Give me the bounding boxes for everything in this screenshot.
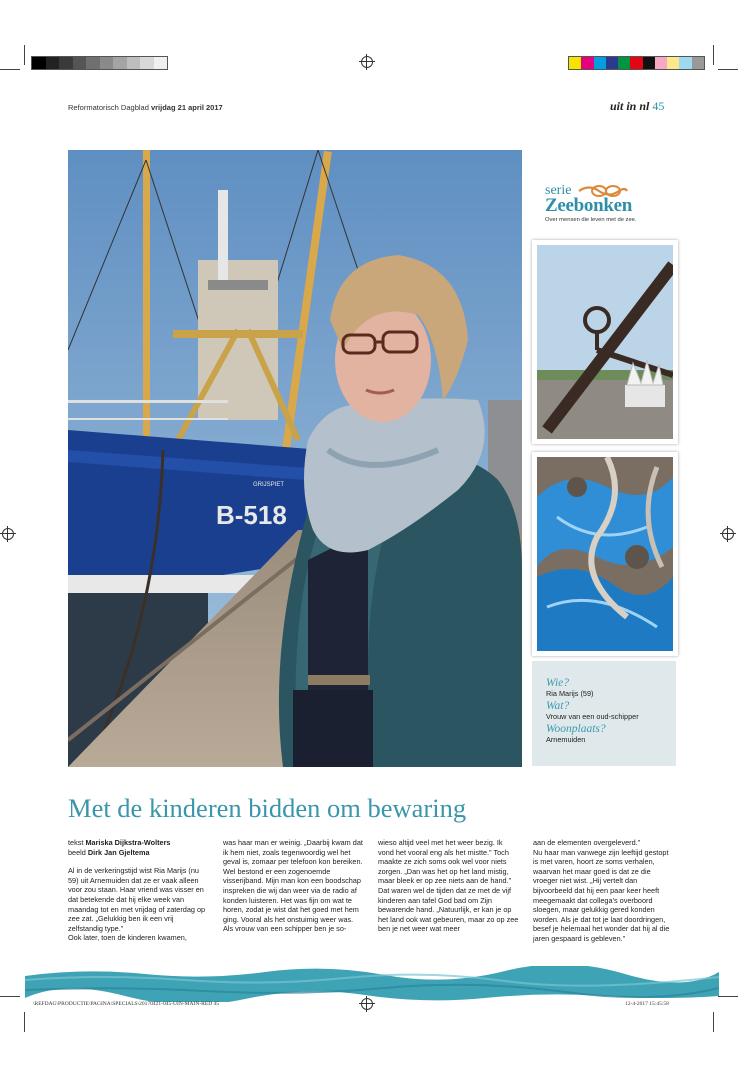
print-timestamp: 12-4-2017 15:45:58 [625, 1001, 669, 1007]
wave-decoration [25, 966, 719, 1002]
registration-mark-top [361, 56, 373, 68]
crop-mark [713, 1012, 714, 1032]
author-name: Mariska Dijkstra-Wolters [85, 838, 171, 847]
what-label: Wat? [546, 700, 570, 712]
paragraph: Nu haar man vanwege zijn leeftijd gestopt is met varen, hoort ze soms verhalen, waarvan het maar goed is dat ze die vroeger niet wist. „Hij vertelt dan bijvoorbeeld dat hij een paar keer heeft meegemaakt dat collega’s overboord sloegen, maar gelukkig gered konden worden. Als je dat tot je laat doordringen, besef je helemaal het wonder dat hij al die jaren gespaard is gebleven.” [533, 847, 670, 943]
paragraph: Als vrouw van een schipper ben je so- [223, 924, 347, 934]
grayscale-calibration-bar [31, 56, 168, 70]
what-value: Vrouw van een oud-schipper [546, 712, 639, 721]
paragraph: was haar man er weinig. „Daarbij kwam dat ik hem niet, zoals tegenwoordig wel het geval is, zomaar per telefoon kon bereiken. Wel bestond er een zogenoemde visserijband. Mijn man kon een boodschap inspreken die wij dan weer via de radio af konden luisteren. Het was fijn om wat te horen, zodat je wist dat het goed met hem ging. Vooral als het onstuimig weer was. [223, 838, 363, 924]
section-header [610, 99, 664, 114]
issue-date: vrijdag 21 april 2017 [150, 103, 223, 112]
crop-mark [718, 996, 738, 997]
article-column-1 [68, 838, 210, 943]
crop-mark [24, 45, 25, 65]
series-label: serie [545, 183, 572, 198]
residence-value: Arnemuiden [546, 735, 586, 744]
crop-mark [718, 69, 738, 70]
paragraph: Al in de verkeringstijd wist Ria Marijs (nu 59) uit Arnemuiden dat ze er vaak alleen voor zou staan. Haar vriend was visser en dat betekende dat hij elke week van maandag tot en met vrijdag of zaterdag op zee zat. „Gelukkig ben ik een vrij zelfstandig type.” [68, 866, 206, 933]
article-column-2 [223, 838, 365, 934]
paragraph: Dat waren wel de tijden dat ze met de vijf kinderen aan tafel God bad om Zijn bewarende hand. „Natuurlijk, er kan je op het land ook wat gebeuren, maar zo op zee ben je net weer wat meer [378, 885, 519, 934]
crop-mark [0, 69, 20, 70]
crop-mark [713, 45, 714, 65]
boat-name: GRIJSPIET [253, 482, 285, 488]
crop-mark [24, 1012, 25, 1032]
residence-label: Woonplaats? [546, 723, 606, 735]
file-path-slug: \REFDAG\PRODUCTIE\PAGINA\SPECIALS\20170421-045-UIN-MAIN-RED 45 [33, 1001, 220, 1007]
color-calibration-bar [568, 56, 705, 70]
fishing-nets-illustration [537, 457, 673, 651]
fishing-nets-photo [532, 452, 678, 656]
paragraph: aan de elementen overgeleverd.” [533, 838, 641, 847]
main-photo [68, 150, 522, 767]
who-label: Wie? [546, 677, 569, 689]
byline-text: tekst Mariska Dijkstra-Wolters [68, 838, 171, 847]
registration-mark-right [722, 528, 734, 540]
paragraph: wieso altijd veel met het weer bezig. Ik vond het vooral eng als het mistte.” Toch maakte ze zich soms ook wel voor niets zorgen. „Dan was het op het land mistig, maar bleek er op zee niets aan de hand.” [378, 838, 512, 886]
article-column-3 [378, 838, 520, 934]
series-title: Zeebonken [545, 195, 633, 216]
newspaper-dateline [68, 103, 223, 112]
woman-at-harbor-illustration [68, 150, 522, 767]
article-headline: Met de kinderen bidden om bewaring [68, 793, 467, 823]
registration-mark-left [2, 528, 14, 540]
crop-mark [0, 996, 20, 997]
photographer-name: Dirk Jan Gjeltema [87, 847, 150, 857]
decorative-wave-band [25, 966, 719, 1002]
byline-photo: beeld Dirk Jan Gjeltema [68, 847, 150, 857]
who-value: Ria Marijs (59) [546, 689, 594, 698]
page-number: 45 [652, 99, 665, 113]
anchor-photo [532, 240, 678, 444]
series-subtitle: Over mensen die leven met de zee. [545, 217, 637, 223]
paragraph: Ook later, toen de kinderen kwamen, [68, 933, 187, 943]
profile-info-box [532, 661, 676, 766]
newspaper-name: Reformatorisch Dagblad [68, 103, 149, 112]
series-logo [545, 183, 665, 233]
section-name: uit in nl [610, 99, 650, 113]
anchor-monument-illustration [537, 245, 673, 439]
boat-registration-number: B-518 [216, 500, 287, 530]
article-column-4 [533, 838, 675, 944]
